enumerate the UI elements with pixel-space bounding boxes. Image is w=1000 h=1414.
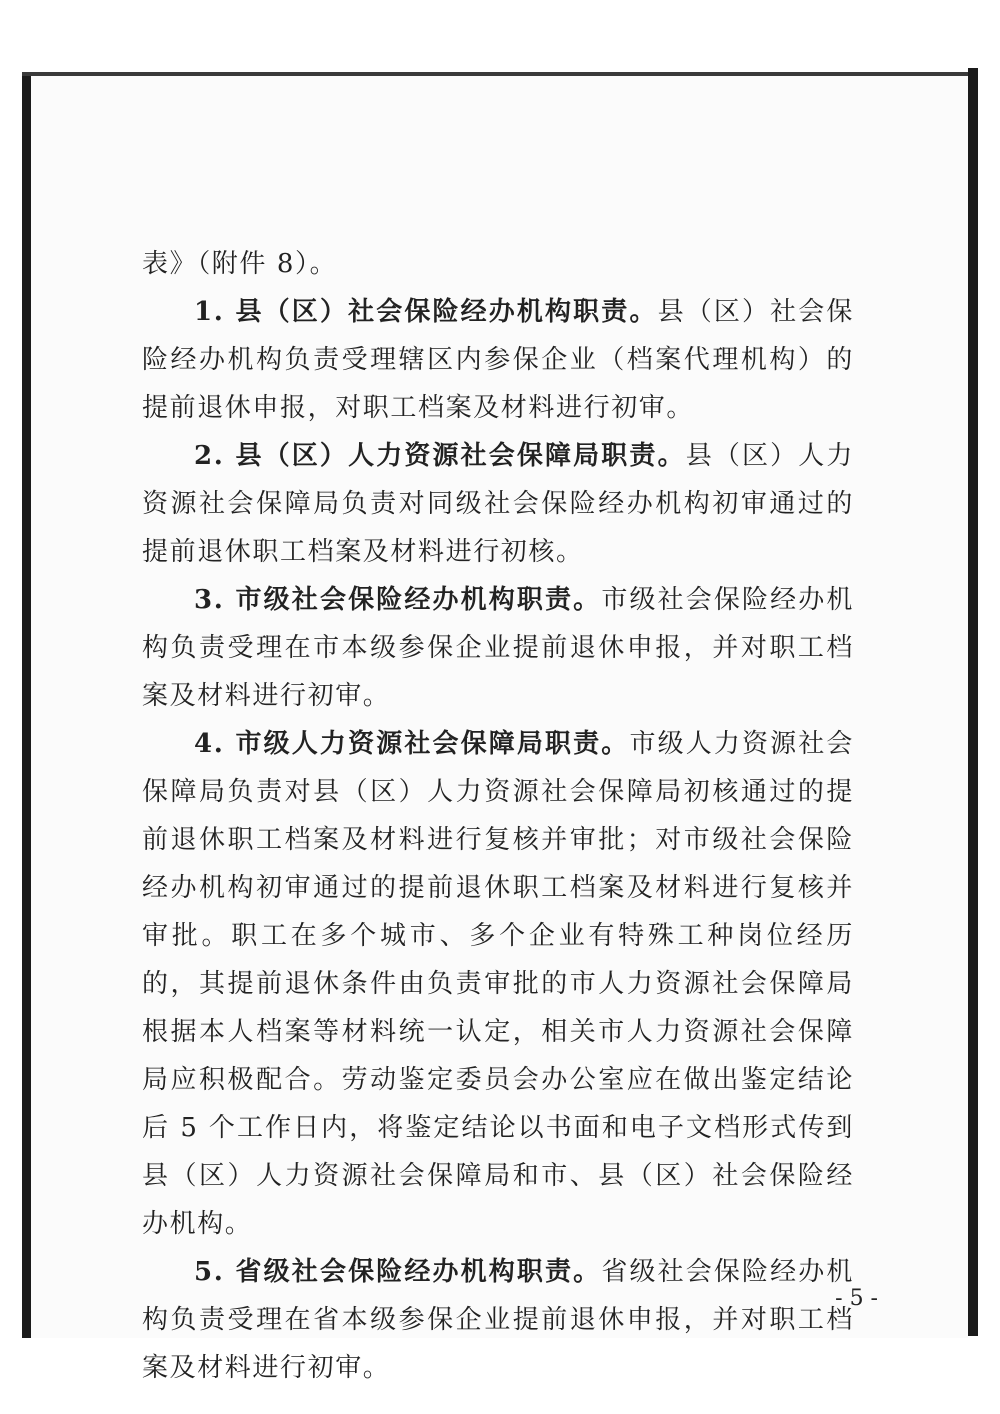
paragraph-3-body: 市级社会保险经办机构负责受理在市本级参保企业提前退休申报，并对职工档案及材料进行初审。 bbox=[142, 585, 855, 711]
scan-edge-left bbox=[22, 72, 31, 1338]
paragraph-1-body: 县（区）社会保险经办机构负责受理辖区内参保企业（档案代理机构）的提前退休申报，对职工档案及材料进行初审。 bbox=[142, 297, 854, 423]
paragraph-2-heading: 2. 县（区）人力资源社会保障局职责。 bbox=[194, 441, 686, 471]
paragraph-3-heading: 3. 市级社会保险经办机构职责。 bbox=[194, 585, 602, 615]
continuation-line: 表》（附件 8）。 bbox=[142, 249, 338, 279]
page-number: - 5 - bbox=[835, 1286, 878, 1311]
document-body bbox=[142, 240, 854, 1392]
paragraph-3 bbox=[142, 576, 854, 720]
paragraph-4-body: 市级人力资源社会保障局负责对县（区）人力资源社会保障局初核通过的提前退休职工档案及材料进行复核并审批；对市级社会保险经办机构初审通过的提前退休职工档案及材料进行复核并审批。职工在多个城市、多个企业有特殊工种岗位经历的，其提前退休条件由负责审批的市人力资源社会保障局根据本人档案等材料统一认定，相关市人力资源社会保障局应积极配合。劳动鉴定委员会办公室应在做出鉴定结论后 5 个工作日内，将鉴定结论以书面和电子文档形式传到县（区）人力资源社会保障局和市、县（区）社会保险经办机构。 bbox=[142, 729, 854, 1239]
paragraph-1-heading: 1. 县（区）社会保险经办机构职责。 bbox=[194, 297, 658, 327]
paragraph-5-body: 省级社会保险经办机构负责受理在省本级参保企业提前退休申报，并对职工档案及材料进行初审。 bbox=[142, 1257, 855, 1383]
paragraph-4 bbox=[142, 720, 854, 1248]
paragraph-4-heading: 4. 市级人力资源社会保障局职责。 bbox=[194, 729, 630, 759]
paragraph-1 bbox=[142, 288, 854, 432]
paragraph-2-body: 县（区）人力资源社会保障局负责对同级社会保险经办机构初审通过的提前退休职工档案及材料进行初核。 bbox=[142, 441, 854, 567]
paragraph-5 bbox=[142, 1248, 854, 1392]
paragraph-2 bbox=[142, 432, 854, 576]
paragraph-5-heading: 5. 省级社会保险经办机构职责。 bbox=[194, 1257, 602, 1287]
scan-edge-top bbox=[22, 72, 972, 76]
scan-edge-right bbox=[968, 68, 978, 1336]
